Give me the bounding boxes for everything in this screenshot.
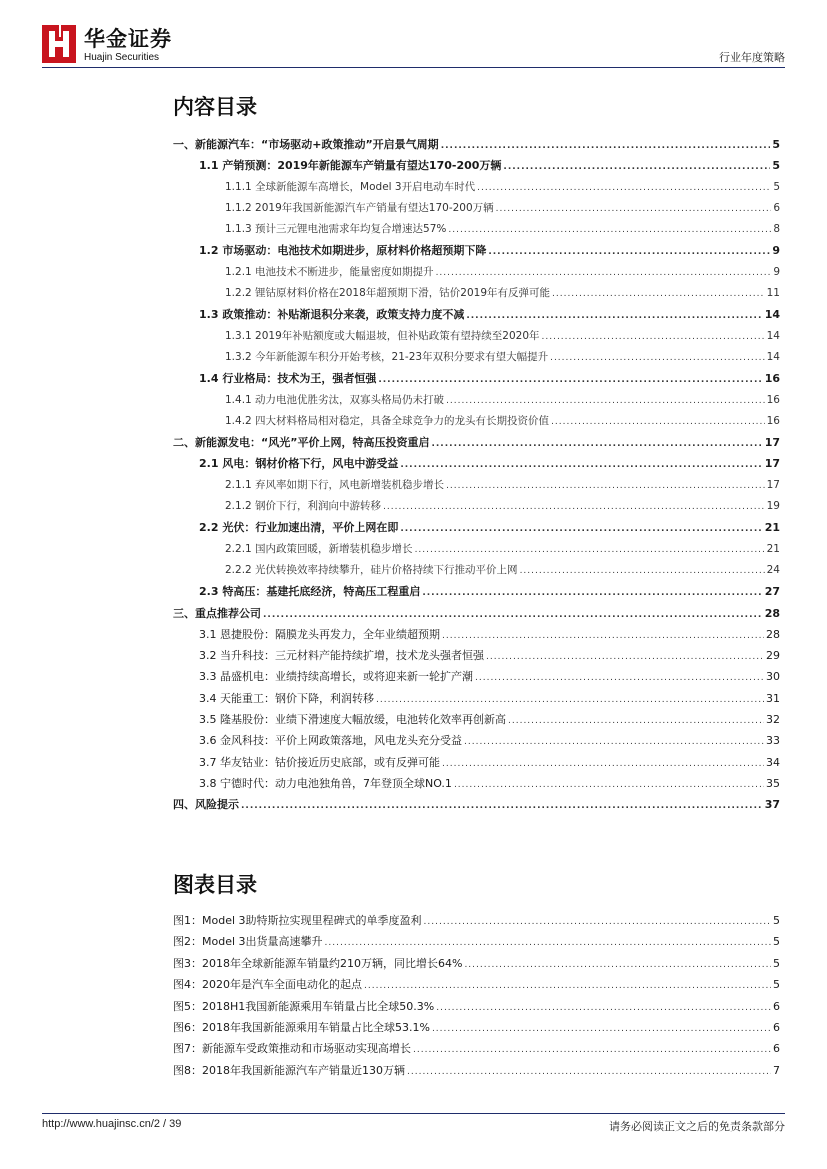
- toc-entry-title: 1.1.3 预计三元锂电池需求年均复合增速达57%: [225, 223, 447, 236]
- toc-entry-page-number: 31: [766, 691, 780, 705]
- toc-entry-title: 1.4.2 四大材料格局相对稳定，具备全球竞争力的龙头有长期投资价值: [225, 414, 550, 427]
- dot-leader: [496, 199, 772, 220]
- dot-leader: [454, 775, 764, 796]
- toc-entry[interactable]: [173, 517, 780, 538]
- toc-entry[interactable]: [173, 411, 780, 432]
- figure-entry[interactable]: [173, 974, 780, 995]
- figure-entry[interactable]: [173, 1038, 780, 1059]
- toc-entry[interactable]: [173, 432, 780, 453]
- toc-entry-title: 1.4.1 动力电池优胜劣汰，双寡头格局仍未打破: [225, 393, 445, 406]
- toc-entry[interactable]: [173, 688, 780, 709]
- dot-leader: [400, 519, 762, 540]
- toc-entry[interactable]: [173, 496, 780, 517]
- figure-entry[interactable]: [173, 953, 780, 974]
- dot-leader: [407, 1062, 771, 1083]
- toc-entry-page-number: 19: [766, 500, 780, 513]
- toc-entry[interactable]: [173, 475, 780, 496]
- toc-entry-page-number: 24: [766, 563, 780, 576]
- toc-entry[interactable]: [173, 262, 780, 283]
- toc-entry-title: 3.8 宁德时代：动力电池独角兽，7年登顶全球NO.1: [199, 776, 452, 790]
- figure-entry-page-number: 6: [773, 1020, 780, 1034]
- dot-leader: [486, 647, 764, 668]
- toc-entry-page-number: 34: [766, 755, 780, 769]
- toc-entry[interactable]: [173, 177, 780, 198]
- toc-entry-page-number: 21: [766, 542, 780, 555]
- toc-entry-title: 2.2 光伏：行业加速出清，平价上网在即: [199, 521, 399, 535]
- toc-entry[interactable]: [173, 283, 780, 304]
- toc-entry-page-number: 11: [766, 287, 780, 300]
- toc-entry-title: 2.2.1 国内政策回暖，新增装机稳步增长: [225, 542, 413, 555]
- dot-leader: [415, 540, 765, 561]
- figure-entry-page-number: 5: [773, 956, 780, 970]
- toc-entry-page-number: 9: [773, 265, 780, 278]
- toc-entry[interactable]: [173, 603, 780, 624]
- toc-entry[interactable]: [173, 326, 780, 347]
- toc-entry-page-number: 17: [764, 457, 780, 471]
- logo-chinese-name: 华金证券: [84, 27, 172, 51]
- dot-leader: [424, 912, 771, 933]
- dot-leader: [448, 220, 771, 241]
- toc-entry-page-number: 8: [773, 223, 780, 236]
- dot-leader: [442, 754, 764, 775]
- table-of-contents: [173, 134, 780, 816]
- toc-entry-title: 1.1 产销预测：2019年新能源车产销量有望达170-200万辆: [199, 159, 502, 173]
- dot-leader: [325, 933, 771, 954]
- figure-entry-page-number: 5: [773, 914, 780, 927]
- toc-entry-page-number: 5: [772, 138, 780, 151]
- toc-entry-title: 一、新能源汽车：“市场驱动+政策推动”开启景气周期: [173, 138, 439, 151]
- toc-entry-page-number: 30: [766, 670, 780, 684]
- toc-entry-page-number: 21: [764, 521, 780, 535]
- toc-entry-page-number: 17: [766, 478, 780, 491]
- toc-entry[interactable]: [173, 539, 780, 560]
- figure-entry-page-number: 5: [773, 935, 780, 949]
- dot-leader: [263, 605, 763, 626]
- dot-leader: [431, 434, 762, 455]
- toc-entry-page-number: 33: [766, 734, 780, 748]
- toc-entry[interactable]: [173, 624, 780, 645]
- dot-leader: [422, 583, 762, 604]
- dot-leader: [364, 976, 771, 997]
- dot-leader: [441, 136, 771, 157]
- dot-leader: [400, 455, 762, 476]
- footer-disclaimer: 请务必阅读正文之后的免责条款部分: [609, 1120, 785, 1133]
- list-of-figures: [173, 910, 780, 1081]
- dot-leader: [488, 242, 770, 263]
- dot-leader: [464, 732, 764, 753]
- toc-entry-page-number: 14: [764, 308, 780, 322]
- dot-leader: [508, 711, 764, 732]
- dot-leader: [446, 476, 765, 497]
- toc-entry-title: 1.1.1 全球新能源车高增长，Model 3开启电动车时代: [225, 180, 476, 193]
- toc-entry[interactable]: [173, 666, 780, 687]
- toc-entry[interactable]: [173, 752, 780, 773]
- toc-entry[interactable]: [173, 773, 780, 794]
- huajin-logo-icon: [42, 25, 76, 63]
- toc-entry-title: 3.3 晶盛机电：业绩持续高增长，或将迎来新一轮扩产潮: [199, 670, 473, 684]
- toc-entry-title: 3.2 当升科技：三元材料产能持续扩增，技术龙头强者恒强: [199, 649, 484, 663]
- toc-entry-title: 3.6 金风科技：平价上网政策落地，风电龙头充分受益: [199, 734, 462, 748]
- toc-entry[interactable]: [173, 645, 780, 666]
- toc-entry[interactable]: [173, 134, 780, 155]
- dot-leader: [550, 348, 765, 369]
- toc-entry-page-number: 32: [766, 713, 780, 727]
- toc-entry[interactable]: [173, 347, 780, 368]
- footer-url-page[interactable]: http://www.huajinsc.cn/2 / 39: [42, 1118, 182, 1130]
- toc-entry-page-number: 29: [766, 649, 780, 663]
- toc-entry-page-number: 14: [766, 350, 780, 363]
- dot-leader: [477, 178, 771, 199]
- toc-entry-title: 三、重点推荐公司: [173, 606, 261, 620]
- toc-entry-page-number: 5: [772, 159, 780, 173]
- toc-entry[interactable]: [173, 368, 780, 389]
- toc-entry-title: 2.1.2 钢价下行，利润向中游转移: [225, 500, 382, 513]
- toc-entry-title: 1.3.2 今年新能源车积分开始考核，21-23年双积分要求有望大幅提升: [225, 350, 549, 363]
- toc-entry-page-number: 5: [773, 180, 780, 193]
- toc-entry-page-number: 16: [766, 393, 780, 406]
- figure-entry-title: 图1：Model 3助特斯拉实现里程碑式的单季度盈利: [173, 914, 422, 927]
- logo-english-name: Huajin Securities: [84, 52, 160, 63]
- toc-entry-page-number: 28: [766, 627, 780, 641]
- toc-entry[interactable]: [173, 240, 780, 261]
- toc-entry-page-number: 37: [764, 798, 780, 812]
- dot-leader: [376, 690, 764, 711]
- toc-entry-title: 1.2.1 电池技术不断进步，能量密度如期提升: [225, 265, 434, 278]
- dot-leader: [542, 327, 765, 348]
- toc-entry[interactable]: [173, 794, 780, 815]
- toc-entry-title: 1.4 行业格局：技术为王，强者恒强: [199, 372, 377, 386]
- figure-entry-page-number: 6: [773, 1042, 780, 1056]
- dot-leader: [446, 391, 765, 412]
- toc-entry-page-number: 17: [764, 436, 780, 450]
- dot-leader: [436, 263, 772, 284]
- footer-divider: [42, 1113, 785, 1114]
- dot-leader: [241, 796, 763, 817]
- toc-entry[interactable]: [173, 453, 780, 474]
- dot-leader: [552, 284, 765, 305]
- figure-entry-page-number: 7: [773, 1063, 780, 1077]
- toc-entry[interactable]: [173, 709, 780, 730]
- toc-entry-page-number: 28: [764, 606, 780, 620]
- figure-entry-title: 图2：Model 3出货量高速攀升: [173, 935, 323, 949]
- toc-entry[interactable]: [173, 155, 780, 176]
- dot-leader: [413, 1040, 771, 1061]
- dot-leader: [466, 306, 762, 327]
- toc-heading: 内容目录: [173, 95, 257, 119]
- figure-entry-page-number: 6: [773, 999, 780, 1013]
- figures-heading: 图表目录: [173, 873, 257, 897]
- toc-entry-title: 二、新能源发电：“风光”平价上网，特高压投资重启: [173, 436, 430, 450]
- toc-entry-title: 1.3 政策推动：补贴渐退积分来袭，政策支持力度不减: [199, 308, 465, 322]
- toc-entry-page-number: 6: [773, 201, 780, 214]
- figure-entry[interactable]: [173, 1060, 780, 1081]
- toc-entry[interactable]: [173, 198, 780, 219]
- dot-leader: [378, 370, 762, 391]
- toc-entry-title: 3.5 隆基股份：业绩下滑速度大幅放缓，电池转化效率再创新高: [199, 713, 506, 727]
- figure-entry-page-number: 5: [773, 978, 780, 992]
- dot-leader: [436, 998, 771, 1019]
- toc-entry-page-number: 16: [766, 414, 780, 427]
- toc-entry-title: 2.1.1 弃风率如期下行，风电新增装机稳步增长: [225, 478, 445, 491]
- toc-entry-title: 2.2.2 光伏转换效率持续攀升，硅片价格持续下行推动平价上网: [225, 563, 518, 576]
- toc-entry-title: 1.3.1 2019年补贴额度或大幅退坡，但补贴政策有望持续至2020年: [225, 329, 540, 342]
- toc-entry-title: 2.3 特高压：基建托底经济，特高压工程重启: [199, 585, 421, 599]
- dot-leader: [442, 626, 764, 647]
- dot-leader: [503, 157, 770, 178]
- toc-entry[interactable]: [173, 560, 780, 581]
- toc-entry[interactable]: [173, 304, 780, 325]
- figure-entry-title: 图8：2018年我国新能源汽车产销量近130万辆: [173, 1063, 405, 1077]
- toc-entry[interactable]: [173, 581, 780, 602]
- toc-entry[interactable]: [173, 219, 780, 240]
- figure-entry-title: 图7：新能源车受政策推动和市场驱动实现高增长: [173, 1042, 411, 1056]
- figure-entry[interactable]: [173, 996, 780, 1017]
- dot-leader: [475, 668, 764, 689]
- toc-entry-page-number: 27: [764, 585, 780, 599]
- dot-leader: [464, 955, 771, 976]
- dot-leader: [432, 1019, 771, 1040]
- toc-entry-title: 四、风险提示: [173, 798, 239, 812]
- dot-leader: [551, 412, 765, 433]
- toc-entry-title: 1.2.2 锂钴原材料价格在2018年超预期下滑，钴价2019年有反弹可能: [225, 287, 550, 300]
- figure-entry-title: 图5：2018H1我国新能源乘用车销量占比全球50.3%: [173, 999, 435, 1013]
- toc-entry-page-number: 16: [764, 372, 780, 386]
- toc-entry[interactable]: [173, 730, 780, 751]
- dot-leader: [520, 561, 765, 582]
- figure-entry-title: 图4：2020年是汽车全面电动化的起点: [173, 978, 362, 992]
- figure-entry[interactable]: [173, 1017, 780, 1038]
- toc-entry-title: 1.2 市场驱动：电池技术如期进步，原材料价格超预期下降: [199, 244, 487, 258]
- toc-entry-page-number: 14: [766, 329, 780, 342]
- figure-entry-title: 图3：2018年全球新能源车销量约210万辆，同比增长64%: [173, 956, 463, 970]
- toc-entry-title: 1.1.2 2019年我国新能源汽车产销量有望达170-200万辆: [225, 201, 494, 214]
- document-type: 行业年度策略: [719, 51, 785, 64]
- header-divider: [42, 67, 785, 68]
- toc-entry-title: 3.7 华友钴业：钴价接近历史底部，或有反弹可能: [199, 755, 440, 769]
- toc-entry-title: 3.4 天能重工：钢价下降，利润转移: [199, 691, 374, 705]
- figure-entry-title: 图6：2018年我国新能源乘用车销量占比全球53.1%: [173, 1020, 430, 1034]
- toc-entry-title: 3.1 恩捷股份：隔膜龙头再发力，全年业绩超预期: [199, 627, 440, 641]
- figure-entry[interactable]: [173, 931, 780, 952]
- toc-entry-page-number: 35: [766, 776, 780, 790]
- figure-entry[interactable]: [173, 910, 780, 931]
- toc-entry[interactable]: [173, 390, 780, 411]
- toc-entry-page-number: 9: [772, 244, 780, 258]
- toc-entry-title: 2.1 风电：钢材价格下行，风电中游受益: [199, 457, 399, 471]
- dot-leader: [383, 497, 765, 518]
- page-header: [0, 0, 827, 70]
